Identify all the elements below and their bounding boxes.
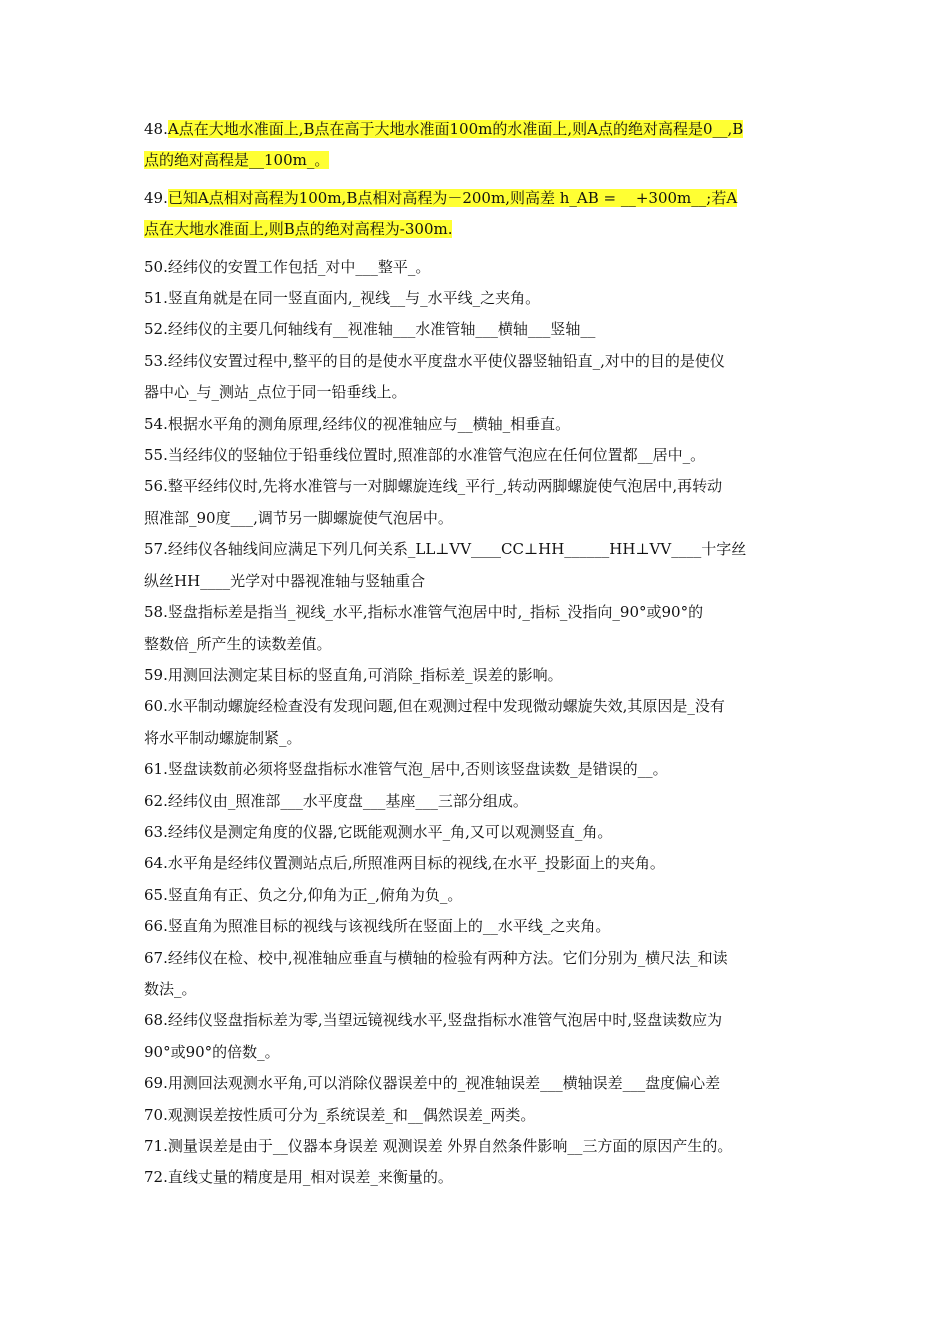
question-71: [144, 1131, 810, 1162]
question-text-line: 竖直角有正、负之分,仰角为正_,俯角为负_。: [167, 885, 463, 904]
question-67: [144, 943, 810, 1006]
question-64: [144, 848, 810, 879]
question-number: 58.: [144, 603, 168, 622]
question-text-line: 将水平制动螺旋制紧_。: [144, 728, 302, 747]
question-text-line: 水平角是经纬仪置测站点后,所照准两目标的视线,在水平_投影面上的夹角。: [167, 854, 665, 873]
question-number: 62.: [144, 791, 168, 810]
question-text-line: 整平经纬仪时,先将水准管与一对脚螺旋连线_平行_,转动两脚螺旋使气泡居中,再转动: [167, 477, 723, 496]
question-number: 49.: [144, 188, 168, 207]
question-number: 65.: [144, 885, 168, 904]
question-48: [144, 114, 810, 177]
question-number: 67.: [144, 948, 168, 967]
question-number: 50.: [144, 257, 168, 276]
question-text-line: 点的绝对高程是__100m_。: [144, 151, 330, 170]
question-58: [144, 597, 810, 660]
question-62: [144, 786, 810, 817]
question-number: 51.: [144, 289, 168, 308]
question-text-line: 经纬仪的主要几何轴线有__视准轴___水准管轴___横轴___竖轴__: [167, 320, 596, 339]
question-72: [144, 1162, 810, 1193]
question-text-line: 纵丝HH____光学对中器视准轴与竖轴重合: [144, 571, 426, 590]
question-text-line: 竖盘读数前必须将竖盘指标水准管气泡_居中,否则该竖盘读数_是错误的__。: [167, 760, 668, 779]
question-number: 60.: [144, 697, 168, 716]
question-text-line: 经纬仪的安置工作包括_对中___整平_。: [167, 257, 431, 276]
question-text-line: 用测回法测定某目标的竖直角,可消除_指标差_误差的影响。: [167, 665, 563, 684]
question-number: 61.: [144, 760, 168, 779]
question-text-line: 经纬仪竖盘指标差为零,当望远镜视线水平,竖盘指标水准管气泡居中时,竖盘读数应为: [167, 1011, 723, 1030]
question-52: [144, 314, 810, 345]
question-55: [144, 440, 810, 471]
question-number: 71.: [144, 1137, 168, 1155]
question-text-line: 竖直角为照准目标的视线与该视线所在竖面上的__水平线_之夹角。: [167, 917, 611, 936]
question-text-line: 水平制动螺旋经检查没有发现问题,但在观测过程中发现微动螺旋失效,其原因是_没有: [167, 697, 725, 716]
question-number: 56.: [144, 477, 168, 496]
question-59: [144, 660, 810, 691]
question-number: 48.: [144, 120, 168, 138]
question-65: [144, 880, 810, 911]
question-49: [144, 183, 810, 246]
question-number: 66.: [144, 917, 168, 936]
question-number: 59.: [144, 665, 168, 684]
question-text-line: 用测回法观测水平角,可以消除仪器误差中的_视准轴误差___横轴误差___盘度偏心差: [167, 1074, 721, 1093]
question-text-line: 观测误差按性质可分为_系统误差_和__偶然误差_两类。: [167, 1105, 536, 1124]
question-number: 52.: [144, 320, 168, 339]
question-list: [144, 114, 810, 1194]
question-number: 70.: [144, 1105, 168, 1124]
question-text-line: 经纬仪在检、校中,视准轴应垂直与横轴的检验有两种方法。它们分别为_横尺法_和读: [167, 948, 728, 967]
question-number: 64.: [144, 854, 168, 873]
question-69: [144, 1068, 810, 1099]
question-56: [144, 471, 810, 534]
question-number: 63.: [144, 822, 168, 841]
question-53: [144, 346, 810, 409]
question-number: 68.: [144, 1011, 168, 1030]
question-text-line: 数法_。: [144, 979, 197, 998]
question-70: [144, 1100, 810, 1131]
question-text-line: 器中心_与_测站_点位于同一铅垂线上。: [144, 383, 407, 402]
question-63: [144, 817, 810, 848]
question-text-line: 经纬仪由_照准部___水平度盘___基座___三部分组成。: [167, 791, 528, 810]
question-text-line: 经纬仪安置过程中,整平的目的是使水平度盘水平使仪器竖轴铅直_,对中的目的是使仪: [167, 351, 725, 370]
question-text-line: 经纬仪是测定角度的仪器,它既能观测水平_角,又可以观测竖直_角。: [167, 822, 613, 841]
question-text-line: 测量误差是由于__仪器本身误差 观测误差 外界自然条件影响__三方面的原因产生的。: [167, 1137, 733, 1155]
question-number: 53.: [144, 351, 168, 370]
question-54: [144, 409, 810, 440]
question-number: 54.: [144, 414, 168, 433]
question-number: 72.: [144, 1168, 168, 1187]
question-text-line: 根据水平角的测角原理,经纬仪的视准轴应与__横轴_相垂直。: [167, 414, 571, 433]
question-50: [144, 252, 810, 283]
question-61: [144, 754, 810, 785]
question-number: 57.: [144, 540, 168, 559]
question-text-line: 整数倍_所产生的读数差值。: [144, 634, 332, 653]
question-text-line: 当经纬仪的竖轴位于铅垂线位置时,照准部的水准管气泡应在任何位置都__居中_。: [167, 446, 706, 465]
question-text-line: 直线丈量的精度是用_相对误差_来衡量的。: [167, 1168, 453, 1187]
question-number: 55.: [144, 446, 168, 465]
question-text-line: 点在大地水准面上,则B点的绝对高程为-300m.: [144, 220, 453, 239]
question-text-line: 竖盘指标差是指当_视线_水平,指标水准管气泡居中时,_指标_没指向_90°或90°的: [167, 603, 704, 622]
question-text-line: A点在大地水准面上,B点在高于大地水准面100m的水准面上,则A点的绝对高程是0__,B: [167, 120, 744, 138]
question-number: 69.: [144, 1074, 168, 1093]
question-68: [144, 1005, 810, 1068]
question-51: [144, 283, 810, 314]
question-text-line: 竖直角就是在同一竖直面内,_视线__与_水平线_之夹角。: [167, 289, 541, 308]
question-60: [144, 691, 810, 754]
question-66: [144, 911, 810, 942]
question-text-line: 已知A点相对高程为100m,B点相对高程为－200m,则高差 h_AB = __+300m__;若A: [167, 188, 738, 207]
question-text-line: 经纬仪各轴线间应满足下列几何关系_LL⊥VV____CC⊥HH______HH⊥VV____十字丝: [167, 540, 747, 559]
question-57: [144, 534, 810, 597]
question-text-line: 照准部_90度___,调节另一脚螺旋使气泡居中。: [144, 508, 453, 527]
question-text-line: 90°或90°的倍数_。: [144, 1042, 280, 1061]
